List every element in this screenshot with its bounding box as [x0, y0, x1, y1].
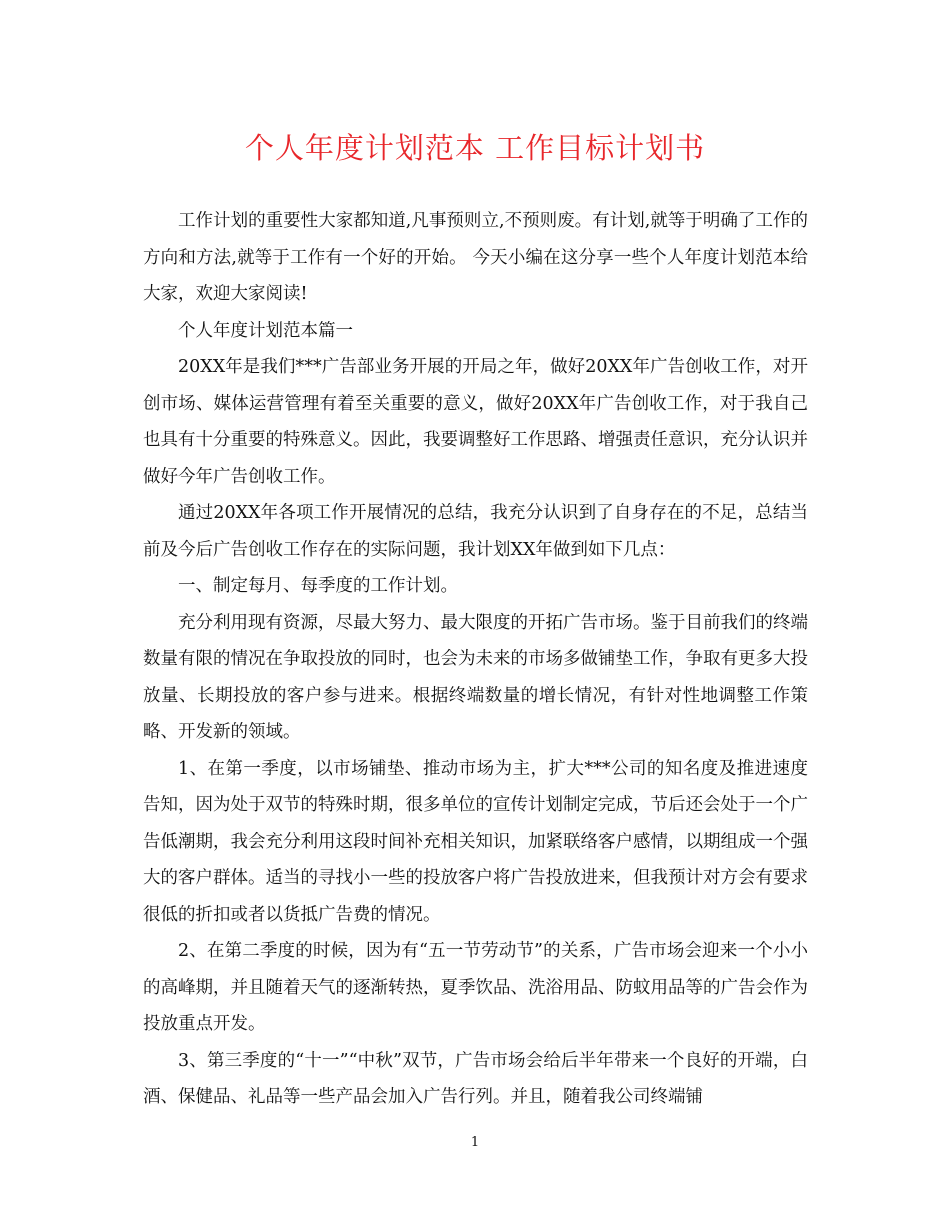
- document-body: [143, 203, 808, 1116]
- page-number: 1: [470, 1135, 480, 1150]
- paragraph-intro: 工作计划的重要性大家都知道,凡事预则立,不预则废。有计划,就等于明确了工作的方向和方法,就等于工作有一个好的开始。 今天小编在这分享一些个人年度计划范本给大家，欢迎大家阅读!: [143, 211, 808, 304]
- paragraph-q2: 2、在第二季度的时候，因为有“五一节劳动节”的关系，广告市场会迎来一个小小的高峰期，并且随着天气的逐渐转热，夏季饮品、洗浴用品、防蚊用品等的广告会作为投放重点开发。: [143, 941, 808, 1034]
- document-title: 个人年度计划范本 工作目标计划书: [244, 131, 706, 165]
- paragraph-point-heading: 一、制定每月、每季度的工作计划。: [178, 576, 458, 596]
- paragraph-q1: 1、在第一季度，以市场铺垫、推动市场为主，扩大***公司的知名度及推进速度告知，因为处于双节的特殊时期，很多单位的宣传计划制定完成，节后还会处于一个广告低潮期，我会充分利用这段时间补充相关知识，加紧联络客户感情，以期组成一个强大的客户群体。适当的寻找小一些的投放客户将广告投放进来，但我预计对方会有要求很低的折扣或者以货抵广告费的情况。: [143, 758, 808, 925]
- paragraph-section-heading: 个人年度计划范本篇一: [178, 320, 353, 341]
- paragraph-q3: 3、第三季度的“十一”“中秋”双节，广告市场会给后半年带来一个良好的开端，白酒、保健品、礼品等一些产品会加入广告行列。并且，随着我公司终端铺: [143, 1050, 808, 1107]
- paragraph: 充分利用现有资源，尽最大努力、最大限度的开拓广告市场。鉴于目前我们的终端数量有限的情况在争取投放的同时，也会为未来的市场多做铺垫工作，争取有更多大投放量、长期投放的客户参与进来。根据终端数量的增长情况，有针对性地调整工作策略、开发新的领域。: [143, 612, 808, 742]
- paragraph: 20XX年是我们***广告部业务开展的开局之年，做好20XX年广告创收工作，对开创市场、媒体运营管理有着至关重要的意义，做好20XX年广告创收工作，对于我自己也具有十分重要的特殊意义。因此，我要调整好工作思路、增强责任意识，充分认识并做好今年广告创收工作。: [143, 357, 808, 487]
- paragraph: 通过20XX年各项工作开展情况的总结，我充分认识到了自身存在的不足，总结当前及今后广告创收工作存在的实际问题，我计划XX年做到如下几点：: [143, 503, 808, 560]
